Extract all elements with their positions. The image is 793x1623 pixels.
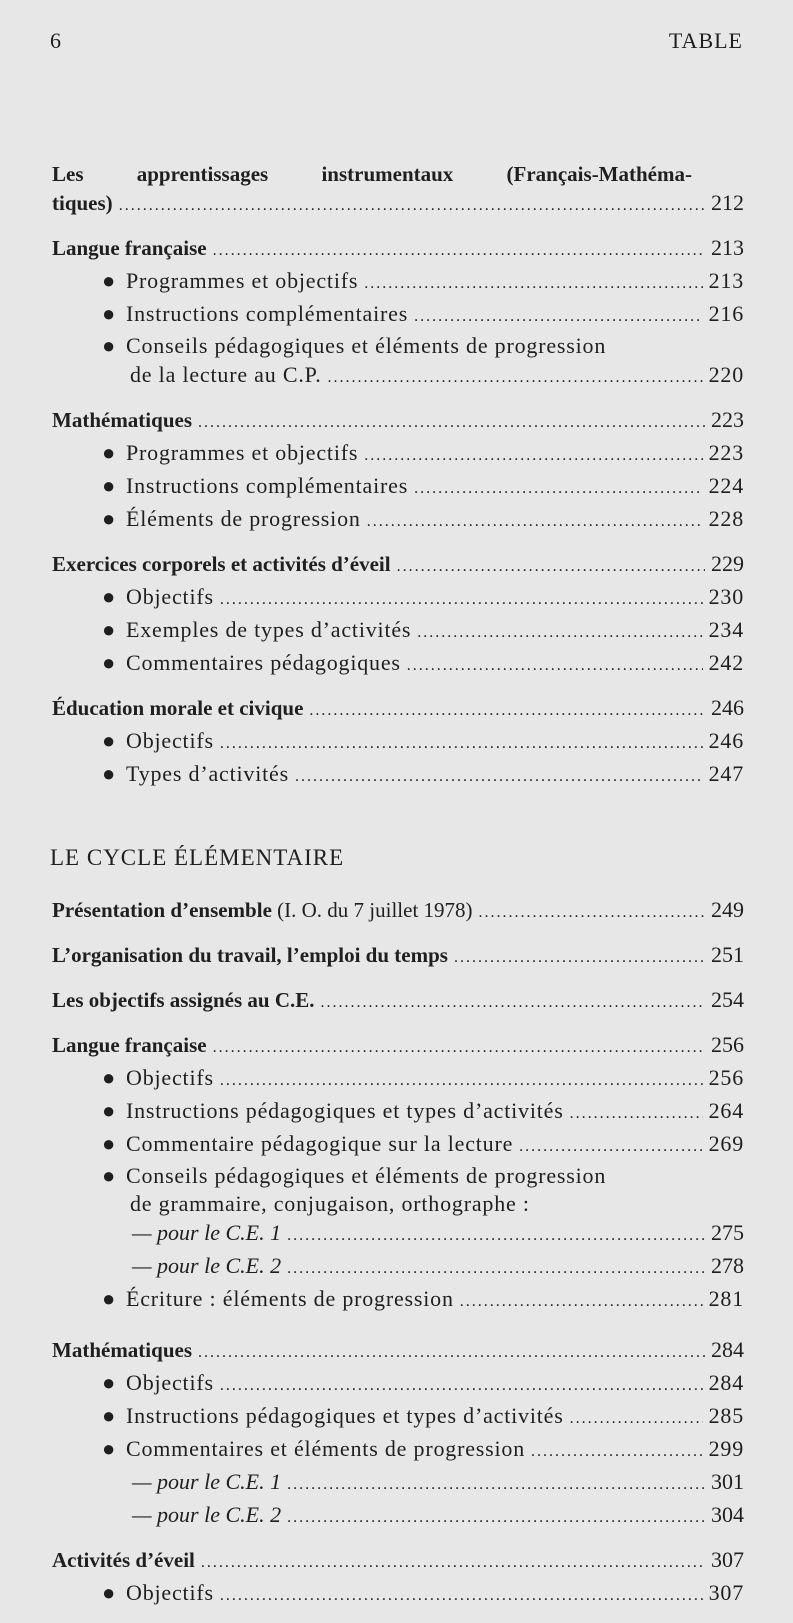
bullet-icon: ● [102, 1286, 117, 1311]
toc-entry-title: Les objectifs assignés au C.E. [52, 988, 315, 1012]
toc-subentry [52, 1218, 744, 1251]
dot-leader [321, 988, 705, 1018]
dot-leader [414, 474, 703, 504]
toc-entry-title: L’organisation du travail, l’emploi du temps [52, 943, 448, 967]
toc-subentry [52, 1401, 744, 1434]
toc-page-number: 269 [708, 1131, 744, 1156]
toc-page-number: 278 [711, 1253, 744, 1278]
toc-section-langue [52, 233, 744, 393]
toc-entry-title: Activités d’éveil [52, 1548, 195, 1572]
toc-subentry-label: Commentaire pédagogique sur la lecture [126, 1131, 514, 1156]
dot-leader [220, 1581, 703, 1611]
toc-entry-title: Éducation morale et civique [52, 696, 304, 720]
bullet-icon: ● [102, 584, 117, 609]
dot-leader [220, 1066, 703, 1096]
dot-leader [364, 441, 702, 471]
toc-page-number: 234 [708, 617, 744, 642]
dot-leader [287, 1470, 705, 1500]
toc-page-number: 251 [711, 942, 744, 967]
dot-leader [119, 191, 705, 221]
toc-page-number: 246 [708, 728, 744, 753]
toc-page-number: 299 [708, 1436, 744, 1461]
dot-leader [220, 585, 703, 615]
dot-leader [397, 552, 705, 582]
toc-subentry [52, 1284, 744, 1317]
toc-subentry [52, 360, 744, 393]
dot-leader [454, 943, 705, 973]
toc-page-number: 254 [711, 987, 744, 1012]
dot-leader [367, 507, 703, 537]
toc-subentry [52, 1467, 744, 1500]
dot-leader [213, 1033, 705, 1063]
toc-subentry-label: Exemples de types d’activités [126, 617, 412, 642]
dot-leader [213, 236, 705, 266]
toc-subentry [52, 1500, 744, 1533]
dot-leader [417, 618, 702, 648]
toc-subentry-continued: de grammaire, conjugaison, orthographe : [130, 1191, 530, 1216]
dot-leader [328, 363, 703, 393]
toc-section-organisation [52, 940, 744, 973]
toc-entry [52, 895, 744, 928]
dot-leader [570, 1099, 703, 1129]
toc-entry [52, 1545, 744, 1578]
toc-entry-title: Présentation d’ensemble (I. O. du 7 juillet 1978) [52, 898, 473, 922]
toc-section-maths [52, 405, 744, 537]
toc-subentry-label: Objectifs [126, 1065, 214, 1090]
toc-page-number: 284 [711, 1337, 744, 1362]
toc-subentry-wrapped [52, 1162, 744, 1190]
toc-page-number: 213 [711, 235, 744, 260]
toc-subentry-label: Instructions pédagogiques et types d’activités [126, 1403, 564, 1428]
toc-section-presentation [52, 895, 744, 928]
toc-page-number: 212 [711, 190, 744, 215]
bullet-icon: ● [102, 473, 117, 498]
bullet-icon: ● [102, 1580, 117, 1605]
dot-leader [479, 898, 705, 928]
toc-entry [52, 405, 744, 438]
toc-entry [52, 549, 744, 582]
toc-subentry-label: Objectifs [126, 1370, 214, 1395]
toc-entry-title: Mathématiques [52, 1338, 192, 1362]
bullet-icon: ● [102, 301, 117, 326]
toc-page-number: 284 [708, 1370, 744, 1395]
toc-subentry-label: — pour le C.E. 1 [132, 1469, 282, 1494]
toc-entry [52, 1030, 744, 1063]
toc-page-number: 256 [711, 1032, 744, 1057]
toc-subentry [52, 648, 744, 681]
toc-page-number: 285 [708, 1403, 744, 1428]
toc-subentry-label: Conseils pédagogiques et éléments de progression [126, 333, 607, 358]
toc-subentry-label: Éléments de progression [126, 506, 361, 531]
bullet-icon: ● [102, 268, 117, 293]
toc-page-number: 307 [711, 1547, 744, 1572]
toc-subentry-label: Objectifs [126, 584, 214, 609]
toc-entry-title: tiques) [52, 191, 113, 215]
toc-page-number: 220 [708, 362, 744, 387]
toc-page-number: 247 [708, 761, 744, 786]
toc-subentry [52, 615, 744, 648]
toc-subentry [52, 1063, 744, 1096]
toc-page-number: 228 [708, 506, 744, 531]
bullet-icon: ● [102, 1403, 117, 1428]
toc-subentry-label: de la lecture au C.P. [130, 362, 322, 387]
bullet-icon: ● [102, 1436, 117, 1461]
toc-page-number: 256 [708, 1065, 744, 1090]
toc-page-number: 281 [708, 1286, 744, 1311]
toc-entry-note: (I. O. du 7 juillet 1978) [277, 898, 473, 922]
toc-subentry [52, 726, 744, 759]
toc-subentry [52, 471, 744, 504]
dot-leader [220, 1371, 703, 1401]
dot-leader [531, 1437, 703, 1467]
bullet-icon: ● [102, 1098, 117, 1123]
toc-subentry-label: Écriture : éléments de progression [126, 1286, 454, 1311]
toc-page-number: 246 [711, 695, 744, 720]
toc-subentry [52, 1096, 744, 1129]
bullet-icon: ● [102, 440, 117, 465]
toc-subentry-label: Objectifs [126, 728, 214, 753]
toc-subentry [52, 299, 744, 332]
page-number: 6 [50, 28, 62, 53]
toc-part-1 [52, 160, 744, 804]
toc-subentry-label: Types d’activités [126, 761, 289, 786]
toc-page-number: 264 [708, 1098, 744, 1123]
toc-page-number: 213 [708, 268, 744, 293]
dot-leader [220, 729, 703, 759]
dot-leader [407, 651, 703, 681]
toc-page-number: 304 [711, 1502, 744, 1527]
toc-page-number: 301 [711, 1469, 744, 1494]
toc-entry [52, 188, 744, 221]
toc-subentry-label: Commentaires et éléments de progression [126, 1436, 525, 1461]
toc-page-number: 223 [711, 407, 744, 432]
dot-leader [287, 1503, 705, 1533]
dot-leader [295, 762, 703, 792]
toc-subentry [52, 266, 744, 299]
bullet-icon: ● [102, 761, 117, 786]
toc-section-maths-ce [52, 1335, 744, 1533]
toc-entry-title: Langue française [52, 1033, 207, 1057]
toc-subentry-label: Objectifs [126, 1580, 214, 1605]
bullet-icon: ● [102, 333, 117, 358]
dot-leader [414, 302, 703, 332]
toc-entry [52, 985, 744, 1018]
toc-section-education [52, 693, 744, 792]
toc-page-number: 216 [708, 301, 744, 326]
toc-page-number: 307 [708, 1580, 744, 1605]
toc-section-langue-ce [52, 1030, 744, 1317]
dot-leader [198, 1338, 705, 1368]
running-title: TABLE [668, 28, 743, 53]
dot-leader [201, 1548, 705, 1578]
toc-entry [52, 940, 744, 973]
toc-entry [52, 1335, 744, 1368]
toc-subentry-wrapped [52, 332, 744, 360]
toc-subentry-label: Instructions pédagogiques et types d’activités [126, 1098, 564, 1123]
toc-section-intro [52, 160, 744, 221]
dot-leader [570, 1404, 703, 1434]
toc-subentry [52, 1368, 744, 1401]
cycle-heading: LE CYCLE ÉLÉMENTAIRE [50, 845, 345, 870]
toc-subentry-label: Instructions complémentaires [126, 301, 409, 326]
bullet-icon: ● [102, 1065, 117, 1090]
dot-leader [287, 1221, 705, 1251]
toc-section-objectifs-ce [52, 985, 744, 1018]
bullet-icon: ● [102, 1370, 117, 1395]
toc-page-number: 229 [711, 551, 744, 576]
toc-subentry-label: — pour le C.E. 2 [132, 1502, 282, 1527]
dot-leader [364, 269, 702, 299]
toc-page-number: 242 [708, 650, 744, 675]
toc-subentry [52, 759, 744, 792]
toc-entry-title: Les apprentissages instrumentaux (Français-Mathéma- [52, 162, 692, 186]
toc-subentry-label: Conseils pédagogiques et éléments de progression [126, 1163, 607, 1188]
toc-part-2 [52, 895, 744, 1623]
toc-section-eveil [52, 1545, 744, 1611]
toc-entry-title: Exercices corporels et activités d’éveil [52, 552, 391, 576]
dot-leader [287, 1254, 705, 1284]
bullet-icon: ● [102, 1163, 117, 1188]
dot-leader [460, 1287, 703, 1317]
toc-subentry-label: Programmes et objectifs [126, 440, 359, 465]
toc-entry-title: Langue française [52, 236, 207, 260]
dot-leader [198, 408, 705, 438]
toc-entry [52, 693, 744, 726]
toc-subentry [52, 1251, 744, 1284]
toc-page-number: 275 [711, 1220, 744, 1245]
toc-page-number: 230 [708, 584, 744, 609]
toc-entry [52, 233, 744, 266]
toc-subentry [52, 582, 744, 615]
toc-page-number: 224 [708, 473, 744, 498]
dot-leader [309, 696, 705, 726]
toc-page-number: 223 [708, 440, 744, 465]
toc-subentry [52, 1434, 744, 1467]
bullet-icon: ● [102, 506, 117, 531]
toc-subentry-label: Instructions complémentaires [126, 473, 409, 498]
toc-subentry-label: — pour le C.E. 1 [132, 1220, 282, 1245]
toc-page-number: 249 [711, 897, 744, 922]
bullet-icon: ● [102, 728, 117, 753]
bullet-icon: ● [102, 1131, 117, 1156]
toc-subentry [52, 1129, 744, 1162]
dot-leader [519, 1132, 702, 1162]
toc-section-exercices [52, 549, 744, 681]
toc-subentry-label: Programmes et objectifs [126, 268, 359, 293]
bullet-icon: ● [102, 650, 117, 675]
bullet-icon: ● [102, 617, 117, 642]
toc-subentry [52, 504, 744, 537]
toc-subentry [52, 438, 744, 471]
toc-subentry-label: Commentaires pédagogiques [126, 650, 401, 675]
toc-subentry-label: — pour le C.E. 2 [132, 1253, 282, 1278]
toc-entry-title: Mathématiques [52, 408, 192, 432]
